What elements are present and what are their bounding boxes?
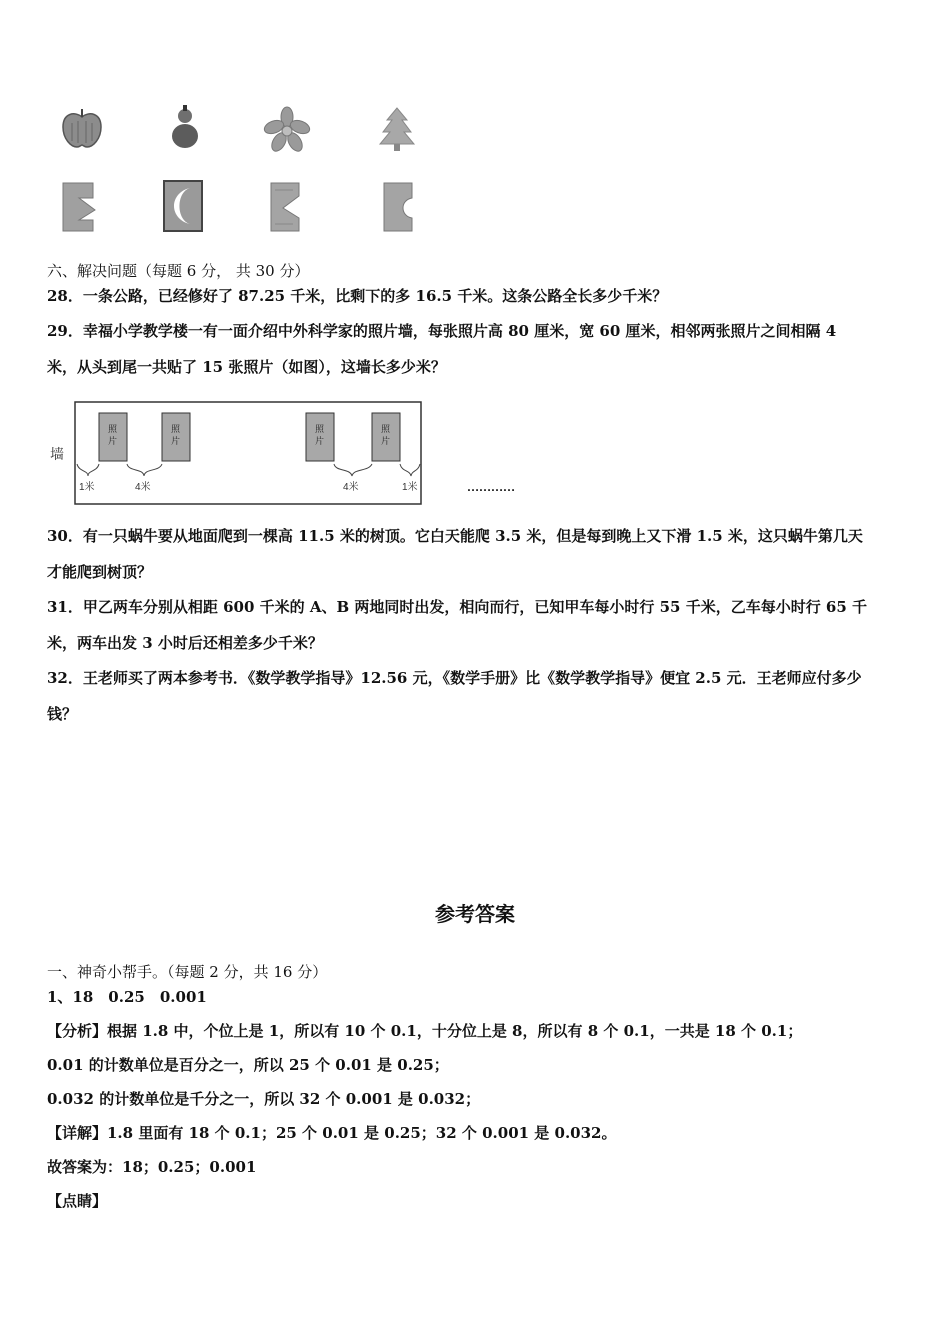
brace-1m-right xyxy=(400,464,420,476)
tree-icon xyxy=(372,104,422,154)
photo xyxy=(162,413,190,461)
section-heading: 六、解决问题（每题 6 分， 共 30 分） xyxy=(47,262,310,280)
answer-1: 1、18 0.25 0.001 xyxy=(47,988,207,1006)
answer-final: 故答案为：18；0.25；0.001 xyxy=(47,1158,257,1176)
photo xyxy=(99,413,127,461)
apple-icon xyxy=(57,103,107,153)
question-30-line2: 才能爬到树顶？ xyxy=(47,563,153,581)
question-32-line2: 钱？ xyxy=(47,705,78,723)
wall-label: 墙 xyxy=(50,447,64,463)
label-1m-left: 1米 xyxy=(79,482,95,493)
answers-title: 参考答案 xyxy=(435,902,515,926)
cutout-e-icon-2 xyxy=(265,180,309,234)
continuation-dots: ………… xyxy=(467,480,515,494)
svg-text:片: 片 xyxy=(171,437,181,447)
svg-text:片: 片 xyxy=(108,437,118,447)
answers-section1-heading: 一、神奇小帮手。（每题 2 分，共 16 分） xyxy=(47,963,328,981)
answer-line-0032: 0.032 的计数单位是千分之一，所以 32 个 0.001 是 0.032； xyxy=(47,1090,481,1108)
photo xyxy=(372,413,400,461)
cutout-e-icon-3 xyxy=(378,180,422,234)
gourd-icon xyxy=(160,102,210,152)
question-32-line1: 32．王老师买了两本参考书．《数学教学指导》12.56 元，《数学手册》比《数学教学指导》便宜 2.5 元．王老师应付多少 xyxy=(47,669,862,687)
svg-text:照: 照 xyxy=(108,425,118,435)
photo xyxy=(306,413,334,461)
svg-text:照: 照 xyxy=(381,425,391,435)
label-4m-left: 4米 xyxy=(135,482,151,493)
svg-text:片: 片 xyxy=(315,437,325,447)
brace-1m-left xyxy=(77,464,99,476)
question-30-line1: 30．有一只蜗牛要从地面爬到一棵高 11.5 米的树顶。它白天能爬 3.5 米，但是每到晚上又下滑 1.5 米，这只蜗牛第几天 xyxy=(47,527,863,545)
svg-text:照: 照 xyxy=(171,425,181,435)
question-31-line1: 31．甲乙两车分别从相距 600 千米的 A、B 两地同时出发，相向而行，已知甲车每小时行 55 千米，乙车每小时行 65 千 xyxy=(47,598,868,616)
label-1m-right: 1米 xyxy=(402,482,418,493)
cutout-e-icon-1 xyxy=(57,180,101,234)
question-29-line2: 米，从头到尾一共贴了 15 张照片（如图），这墙长多少米？ xyxy=(47,358,446,376)
question-29-line1: 29．幸福小学教学楼一有一面介绍中外科学家的照片墙，每张照片高 80 厘米，宽 60 厘米，相邻两张照片之间相隔 4 xyxy=(47,322,837,340)
answer-detail: 【详解】1.8 里面有 18 个 0.1；25 个 0.01 是 0.25；32 个 0.001 是 0.032。 xyxy=(47,1124,617,1142)
question-31-line2: 米，两车出发 3 小时后还相差多少千米？ xyxy=(47,634,323,652)
svg-text:照: 照 xyxy=(315,425,325,435)
question-28: 28．一条公路，已经修好了 87.25 千米，比剩下的多 16.5 千米。这条公路全长多少千米？ xyxy=(47,287,668,305)
answer-line-001: 0.01 的计数单位是百分之一，所以 25 个 0.01 是 0.25； xyxy=(47,1056,449,1074)
svg-text:片: 片 xyxy=(381,437,391,447)
cutout-moon-icon xyxy=(160,178,206,234)
brace-4m-left xyxy=(127,464,162,476)
brace-4m-right xyxy=(334,464,372,476)
label-4m-right: 4米 xyxy=(343,482,359,493)
flower-icon xyxy=(262,105,312,155)
photo-wall-figure xyxy=(46,398,526,508)
answer-analysis: 【分析】根据 1.8 中，个位上是 1，所以有 10 个 0.1，十分位上是 8，所以有 8 个 0.1，一共是 18 个 0.1； xyxy=(47,1022,803,1040)
answer-comment: 【点睛】 xyxy=(47,1192,108,1210)
